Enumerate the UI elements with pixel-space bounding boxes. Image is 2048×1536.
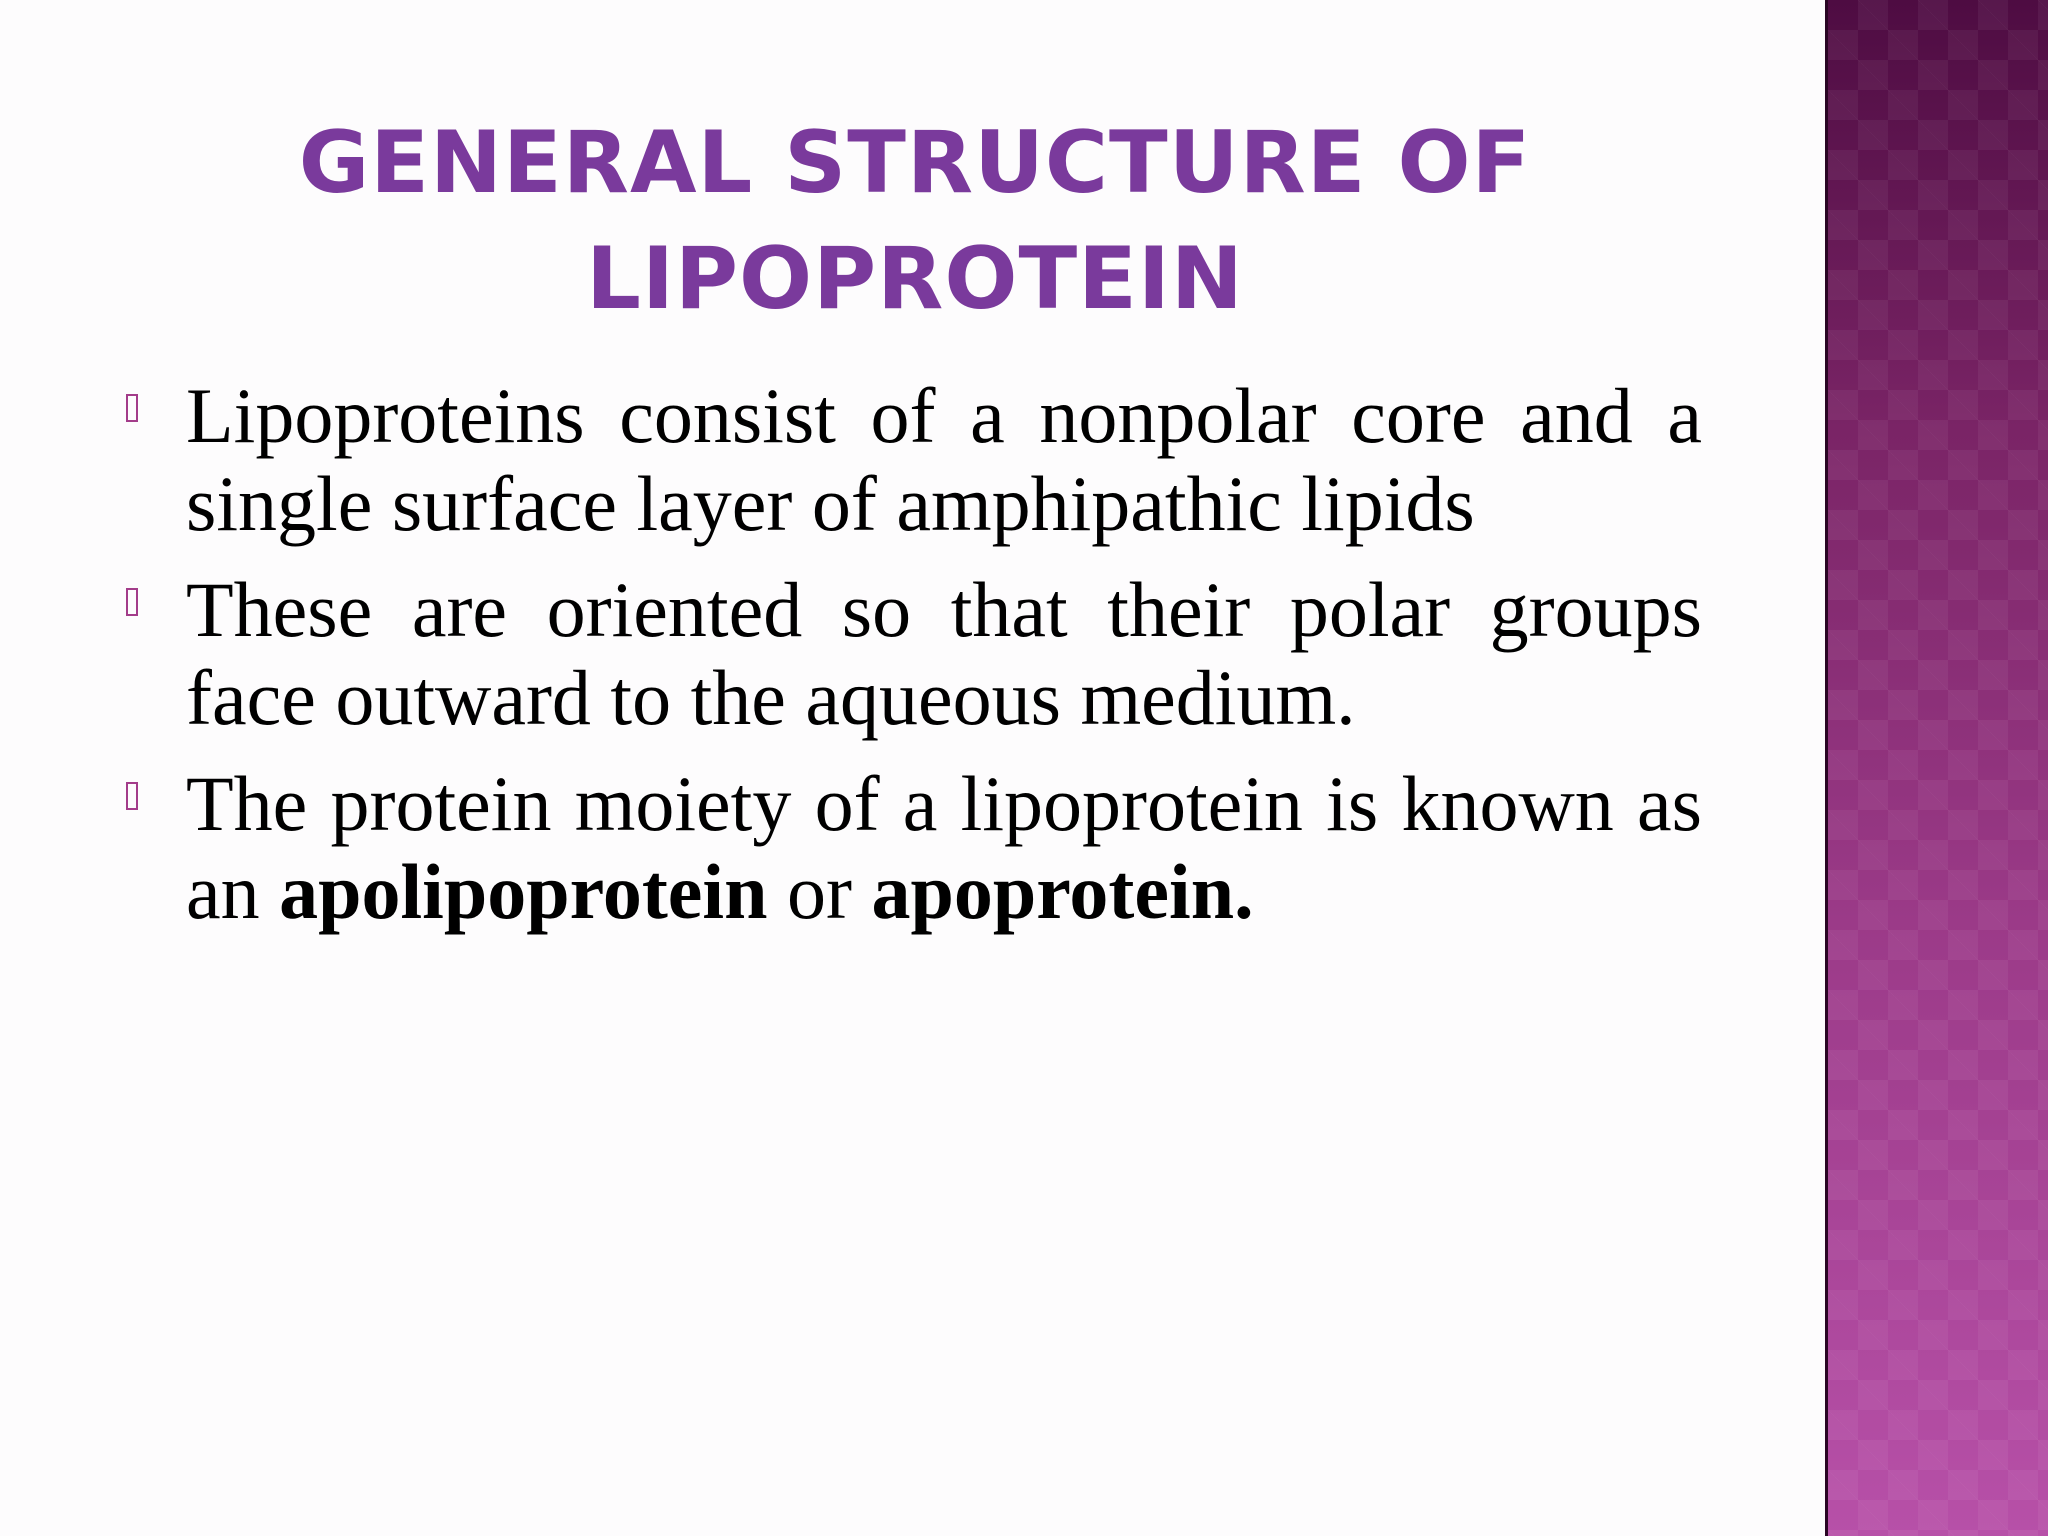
bullet-marker-icon	[126, 394, 138, 422]
bullet-item	[120, 372, 1702, 548]
bullet-item	[120, 760, 1702, 936]
title-line-2: LIPOPROTEIN	[586, 229, 1244, 329]
title-line-1: GENERAL STRUCTURE OF	[298, 113, 1532, 213]
slide-title	[190, 105, 1640, 337]
bullet-item	[120, 566, 1702, 742]
bullet-marker-icon	[126, 782, 138, 810]
decorative-side-band	[1825, 0, 2048, 1536]
bullet-marker-icon	[126, 588, 138, 616]
bullet-text	[186, 760, 1702, 936]
bullet-text: Lipoproteins consist of a nonpolar core and a single surface layer of amphipathic lipids	[186, 372, 1702, 547]
term-apoprotein: apoprotein.	[871, 848, 1254, 935]
bullet-list	[120, 372, 1702, 954]
bullet-text-part: or	[767, 848, 872, 935]
bullet-text-part: The protein moiety of a lipoprotein is known as an	[186, 760, 1702, 935]
term-apolipoprotein: apolipoprotein	[279, 848, 768, 935]
bullet-text: These are oriented so that their polar groups face outward to the aqueous medium.	[186, 566, 1702, 741]
